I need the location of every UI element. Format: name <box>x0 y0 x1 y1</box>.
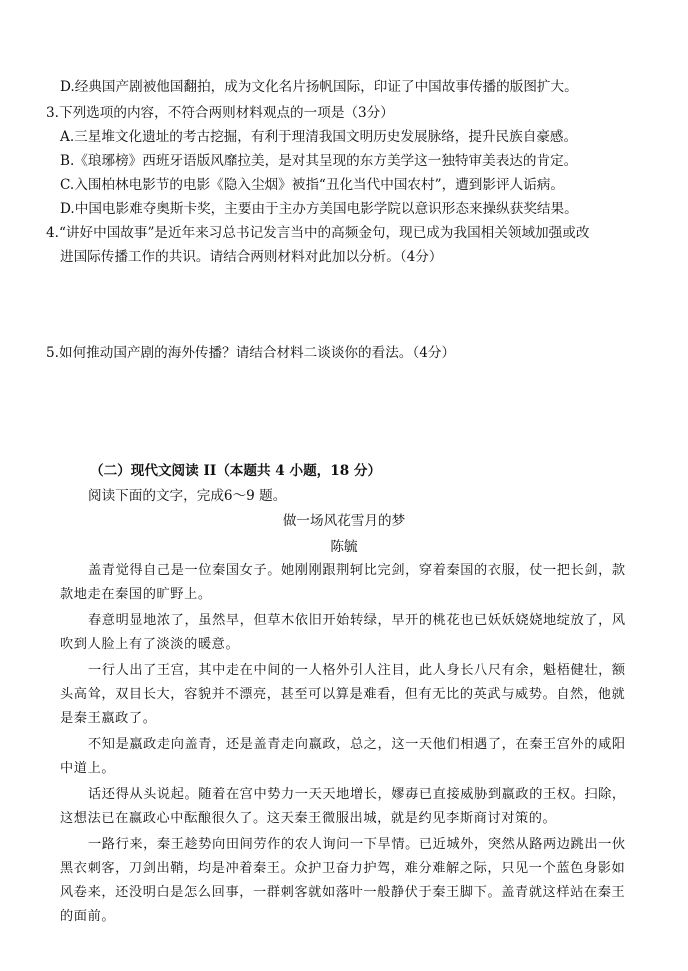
story-line: 话还得从头说起。随着在宫中势力一天天地增长，嫪毐已直接威胁到嬴政的王权。扫除， <box>88 787 626 802</box>
story-line: 中道上。 <box>60 761 116 776</box>
story-line: 春意明显地浓了，虽然早，但草木依旧开始转绿，早开的桃花也已妖妖娆娆地绽放了，风 <box>88 613 626 628</box>
story-line: 款地走在秦国的旷野上。 <box>60 587 212 602</box>
section-instruction: 阅读下面的文字，完成6～9 题。 <box>88 488 287 504</box>
story-line: 一行人出了王宫，其中走在中间的一人格外引人注目，此人身长八尺有余，魁梧健壮，额 <box>88 663 626 678</box>
q3-stem: 3.下列选项的内容，不符合两则材料观点的一项是（3分） <box>46 105 394 121</box>
story-line: 不知是嬴政走向盖青，还是盖青走向嬴政，总之，这一天他们相遇了，在秦王宫外的咸阳 <box>88 737 626 752</box>
story-line: 风卷来，还没明白是怎么回事，一群刺客就如落叶一般静伏于秦王脚下。盖青就这样站在秦王 <box>60 885 626 900</box>
story-author: 陈毓 <box>330 539 358 555</box>
q3-option-c: C.入围柏林电影节的电影《隐入尘烟》被指“丑化当代中国农村”，遭到影评人诟病。 <box>60 177 564 193</box>
story-line: 头高耸，双目长大，容貌并不漂亮，甚至可以算是难看，但有无比的英武与威势。自然，他就 <box>60 687 626 702</box>
q3-option-a: A.三星堆文化遗址的考古挖掘，有利于理清我国文明历史发展脉络，提升民族自豪感。 <box>60 129 578 145</box>
story-line: 黑衣刺客，刀剑出鞘，均是冲着秦王。众护卫奋力护驾，难分难解之际，只见一个蓝色身影如 <box>60 861 626 876</box>
story-title: 做一场风花雪月的梦 <box>282 513 406 529</box>
q3-option-b: B.《琅琊榜》西班牙语版风靡拉美，是对其呈现的东方美学这一独特审美表达的肯定。 <box>60 153 578 169</box>
q2-option-d: D.经典国产剧被他国翻拍，成为文化名片扬帆国际，印证了中国故事传播的版图扩大。 <box>60 79 578 95</box>
story-line: 盖青觉得自己是一位秦国女子。她刚刚跟荆轲比完剑，穿着秦国的衣服，仗一把长剑，款 <box>88 563 626 578</box>
story-line: 一路行来，秦王趁势向田间劳作的农人询问一下旱情。已近城外，突然从路两边跳出一伙 <box>88 837 626 852</box>
q5-text: 5.如何推动国产剧的海外传播？请结合材料二谈谈你的看法。（4分） <box>46 345 456 361</box>
story-line: 是秦王嬴政了。 <box>60 711 157 726</box>
section-heading: （二）现代文阅读 II（本题共 4 小题，18 分） <box>90 463 382 479</box>
story-line: 的面前。 <box>60 909 116 924</box>
q3-option-d: D.中国电影难夺奥斯卡奖，主要由于主办方美国电影学院以意识形态来操纵获奖结果。 <box>60 201 578 217</box>
q4-line1: 4.“讲好中国故事”是近年来习总书记发言当中的高频金句，现已成为我国相关领域加强或改 <box>46 225 590 241</box>
q4-line2: 进国际传播工作的共识。请结合两则材料对此加以分析。（4分） <box>60 249 443 265</box>
story-line: 这想法已在嬴政心中酝酿很久了。这天秦王微服出城，就是约见李斯商讨对策的。 <box>60 811 557 826</box>
story-line: 吹到人脸上有了淡淡的暖意。 <box>60 637 240 652</box>
